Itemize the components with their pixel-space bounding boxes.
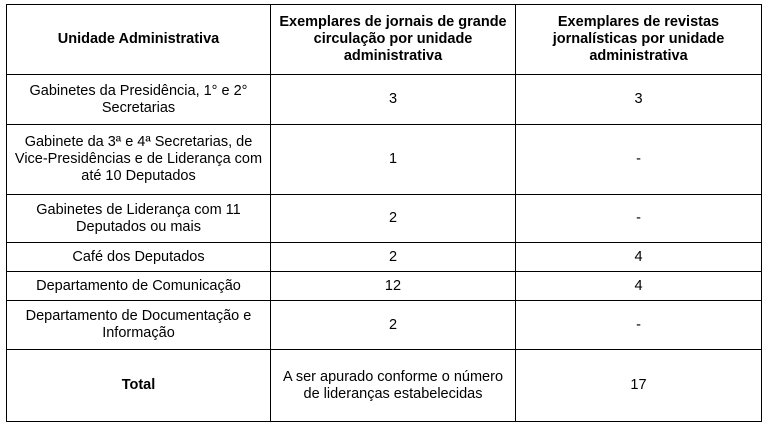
cell-jornais: 1 <box>271 125 516 195</box>
cell-jornais: 3 <box>271 75 516 125</box>
cell-jornais: 2 <box>271 301 516 350</box>
table-row <box>7 195 762 243</box>
table-row <box>7 301 762 350</box>
cell-unidade: Departamento de Comunicação <box>7 272 271 301</box>
table-row <box>7 75 762 125</box>
cell-unidade: Departamento de Documentação e Informação <box>7 301 271 350</box>
cell-revistas: 3 <box>516 75 762 125</box>
cell-revistas: - <box>516 125 762 195</box>
header-unidade: Unidade Administrativa <box>7 5 271 75</box>
total-jornais: A ser apurado conforme o número de lideranças estabelecidas <box>271 350 516 422</box>
cell-unidade: Gabinetes de Liderança com 11 Deputados ou mais <box>7 195 271 243</box>
total-revistas: 17 <box>516 350 762 422</box>
cell-unidade: Gabinete da 3ª e 4ª Secretarias, de Vice-Presidências e de Liderança com até 10 Deputados <box>7 125 271 195</box>
cell-jornais: 2 <box>271 243 516 272</box>
cell-jornais: 2 <box>271 195 516 243</box>
total-row <box>7 350 762 422</box>
header-revistas: Exemplares de revistas jornalísticas por unidade administrativa <box>516 5 762 75</box>
distribution-table <box>6 4 762 422</box>
table-row <box>7 272 762 301</box>
cell-revistas: - <box>516 195 762 243</box>
cell-revistas: - <box>516 301 762 350</box>
table-row <box>7 125 762 195</box>
cell-jornais: 12 <box>271 272 516 301</box>
cell-unidade: Café dos Deputados <box>7 243 271 272</box>
cell-revistas: 4 <box>516 272 762 301</box>
cell-revistas: 4 <box>516 243 762 272</box>
table-row <box>7 243 762 272</box>
total-label: Total <box>7 350 271 422</box>
cell-unidade: Gabinetes da Presidência, 1° e 2° Secretarias <box>7 75 271 125</box>
header-jornais: Exemplares de jornais de grande circulação por unidade administrativa <box>271 5 516 75</box>
header-row <box>7 5 762 75</box>
